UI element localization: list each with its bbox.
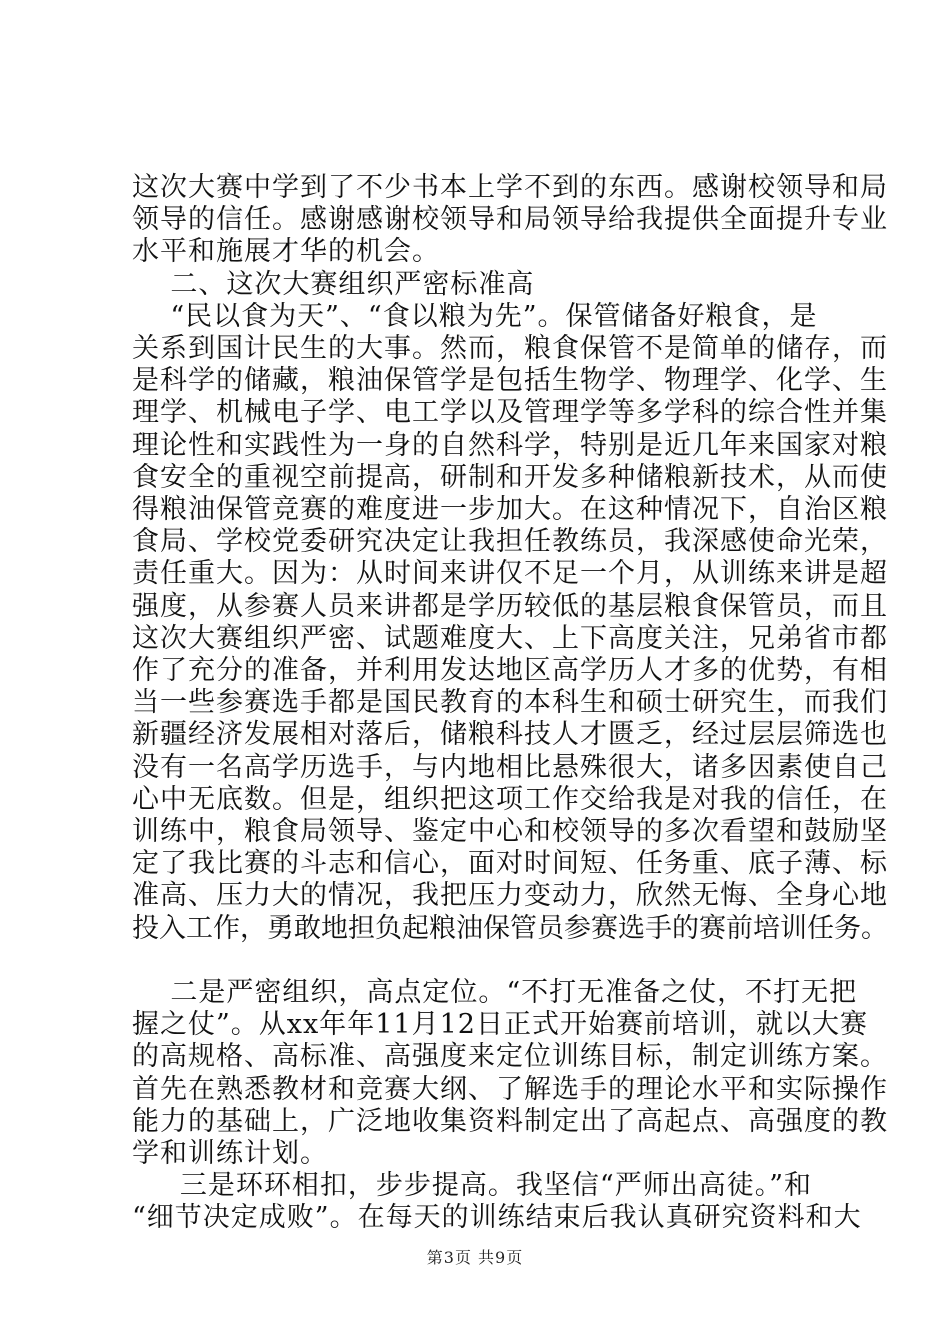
text-line: 理论性和实践性为一身的自然科学，特别是近几年来国家对粮 — [132, 429, 888, 461]
text-line: 投入工作，勇敢地担负起粮油保管员参赛选手的赛前培训任务。 — [132, 912, 888, 944]
text-line: 关系到国计民生的大事。然而，粮食保管不是简单的储存，而 — [132, 333, 888, 364]
text-line: 二是严密组织，高点定位。“不打无准备之仗，不打无把 — [132, 977, 858, 1008]
text-line: 新疆经济发展相对落后，储粮科技人才匮乏，经过层层筛选也 — [132, 719, 888, 751]
text-line: 这次大赛组织严密、试题难度大、上下高度关注，兄弟省市都 — [132, 622, 888, 654]
text-line: 得粮油保管竞赛的难度进一步加大。在这种情况下，自治区粮 — [132, 494, 888, 525]
text-line: 是科学的储藏，粮油保管学是包括生物学、物理学、化学、生 — [132, 365, 888, 397]
text-line: 强度，从参赛人员来讲都是学历较低的基层粮食保管员，而且 — [132, 590, 888, 622]
text-line: 这次大赛中学到了不少书本上学不到的东西。感谢校领导和局 — [132, 172, 888, 203]
text-line: 首先在熟悉教材和竞赛大纲、了解选手的理论水平和实际操作 — [132, 1073, 888, 1105]
text-line: 当一些参赛选手都是国民教育的本科生和硕士研究生，而我们 — [132, 687, 888, 719]
text-line: 领导的信任。感谢感谢校领导和局领导给我提供全面提升专业 — [132, 204, 888, 236]
text-line: 握之仗”。从xx年年11月12日正式开始赛前培训，就以大赛 — [132, 1009, 868, 1041]
text-line: 定了我比赛的斗志和信心，面对时间短、任务重、底子薄、标 — [132, 848, 888, 880]
text-line: 责任重大。因为：从时间来讲仅不足一个月，从训练来讲是超 — [132, 558, 888, 590]
text-line: 准高、压力大的情况，我把压力变动力，欣然无悔、全身心地 — [132, 880, 888, 912]
text-line: 没有一名高学历选手，与内地相比悬殊很大，诸多因素使自己 — [132, 751, 888, 783]
section-heading: 二、这次大赛组织严密标准高 — [132, 268, 535, 300]
page-number-footer: 第3页 共9页 — [426, 1247, 524, 1267]
text-line: 心中无底数。但是，组织把这项工作交给我是对我的信任，在 — [132, 783, 888, 815]
text-line: 食安全的重视空前提高，研制和开发多种储粮新技术，从而使 — [132, 461, 888, 493]
text-line: 水平和施展才华的机会。 — [132, 236, 440, 268]
text-line: 作了充分的准备，并利用发达地区高学历人才多的优势，有相 — [132, 655, 888, 686]
text-line: “民以食为天”、“食以粮为先”。保管储备好粮食，是 — [132, 300, 818, 332]
text-line: 食局、学校党委研究决定让我担任教练员，我深感使命光荣， — [132, 526, 888, 558]
text-line: 的高规格、高标准、高强度来定位训练目标，制定训练方案。 — [132, 1041, 888, 1073]
text-line: 学和训练计划。 — [132, 1138, 328, 1169]
text-line: “细节决定成败”。在每天的训练结束后我认真研究资料和大 — [132, 1202, 862, 1234]
text-line: 能力的基础上，广泛地收集资料制定出了高起点、高强度的教 — [132, 1105, 888, 1137]
text-line: 三是环环相扣，步步提高。我坚信“严师出高徒。”和 — [132, 1170, 813, 1202]
text-line: 训练中，粮食局领导、鉴定中心和校领导的多次看望和鼓励坚 — [132, 816, 888, 847]
text-line: 理学、机械电子学、电工学以及管理学等多学科的综合性并集 — [132, 397, 888, 429]
